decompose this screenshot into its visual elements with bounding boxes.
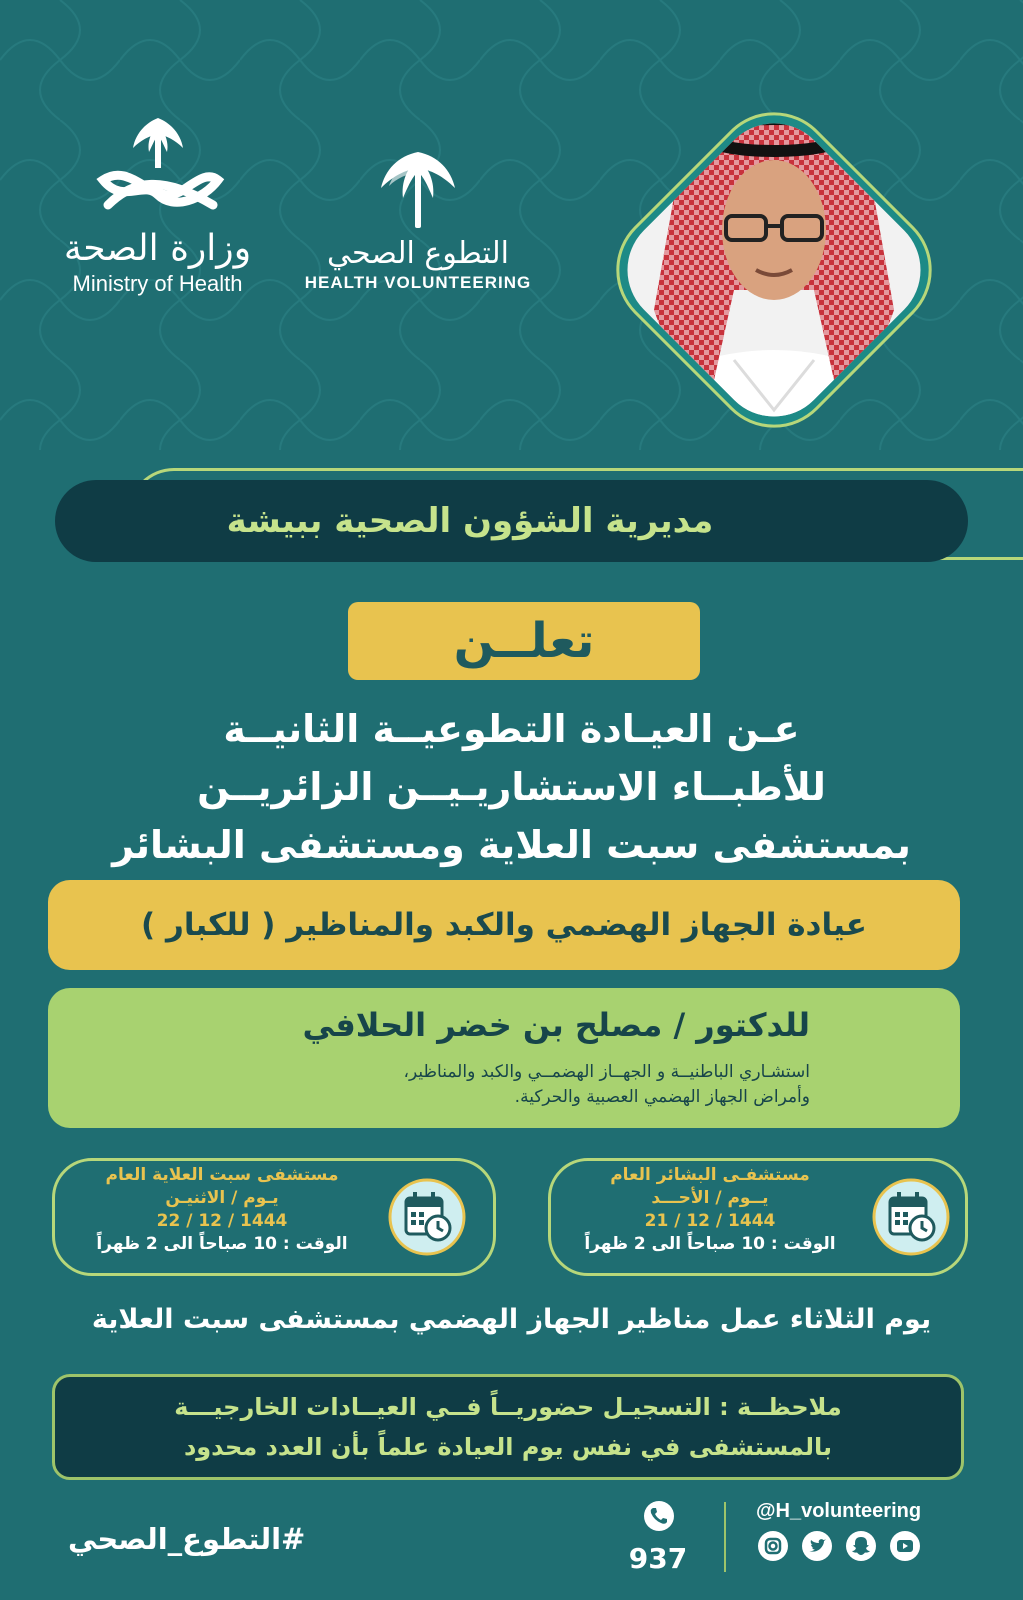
note-line-1: ملاحظــة : التسجيـل حضوريــاً فــي العيــادات الخارجيـــة (174, 1393, 842, 1421)
youtube-icon[interactable] (889, 1530, 921, 1562)
schedule-hospital: مستشفى سبت العلاية العام (105, 1165, 339, 1185)
calendar-clock-icon (388, 1178, 466, 1256)
schedule-date: 1444 / 12 / 22 (156, 1211, 288, 1231)
moh-logo (50, 110, 265, 300)
snapchat-icon[interactable] (845, 1530, 877, 1562)
calendar-clock-icon (872, 1178, 950, 1256)
social-icons (757, 1530, 921, 1562)
schedule-time: الوقت : 10 صباحاً الى 2 ظهراً (584, 1234, 836, 1254)
headline-line-3: بمستشفى سبت العلاية ومستشفى البشائر (112, 823, 911, 867)
doctor-desc-line-1: استشـاري الباطنيــة و الجهــاز الهضمــي والكبد والمناظير، (403, 1062, 810, 1082)
schedule-day: يــوم / الأحـــد (651, 1188, 769, 1208)
doctor-box (48, 988, 960, 1128)
palm-icon (363, 148, 473, 230)
schedule-day: يـوم / الاثنيـن (165, 1188, 279, 1208)
clinic-title: عيادة الجهاز الهضمي والكبد والمناظير ( للكبار ) (48, 880, 960, 970)
headline (40, 700, 983, 874)
schedule-hospital: مستشفـى البشائر العام (610, 1165, 810, 1185)
doctor-desc-line-2: وأمراض الجهاز الهضمي العصبية والحركية. (514, 1087, 810, 1107)
instagram-icon[interactable] (757, 1530, 789, 1562)
footer-divider (724, 1502, 726, 1572)
twitter-icon[interactable] (801, 1530, 833, 1562)
hashtag: #التطوع_الصحي (68, 1522, 306, 1556)
doctor-portrait (584, 80, 964, 460)
moh-english-name: Ministry of Health (72, 271, 243, 296)
phone-number: 937 (628, 1542, 688, 1575)
hv-arabic-name: التطوع الصحي (327, 236, 509, 271)
schedule-time: الوقت : 10 صباحاً الى 2 ظهراً (96, 1234, 348, 1254)
doctor-name: للدكتور / مصلح بن خضر الحلافي (302, 1006, 810, 1044)
headline-line-1: عـن العيـادة التطوعيــة الثانيــة (223, 707, 800, 751)
headline-line-2: للأطبــاء الاستشاريـيــن الزائريــن (197, 765, 826, 809)
note-line-2: بالمستشفى في نفس يوم العيادة علماً بأن العدد محدود (183, 1433, 833, 1461)
schedule-albashaer-text (565, 1164, 855, 1256)
health-volunteering-logo (298, 148, 538, 308)
schedule-date: 1444 / 12 / 21 (644, 1211, 776, 1231)
schedule-sabt-alalaya-text (72, 1164, 372, 1256)
directorate-title: مديرية الشؤون الصحية ببيشة (226, 501, 714, 541)
moh-arabic-name: وزارة الصحة (63, 228, 252, 269)
tuesday-endoscopy-note: يوم الثلاثاء عمل مناظير الجهاز الهضمي بمستشفى سبت العلاية (91, 1304, 932, 1335)
doctor-description (404, 1060, 810, 1110)
palm-knot-icon (83, 110, 233, 220)
registration-note (52, 1374, 964, 1480)
announce-label: تعلــن (348, 602, 700, 680)
hv-english-name: HEALTH VOLUNTEERING (304, 273, 532, 292)
social-handle: @H_volunteering (756, 1500, 922, 1522)
phone-icon (643, 1500, 675, 1532)
